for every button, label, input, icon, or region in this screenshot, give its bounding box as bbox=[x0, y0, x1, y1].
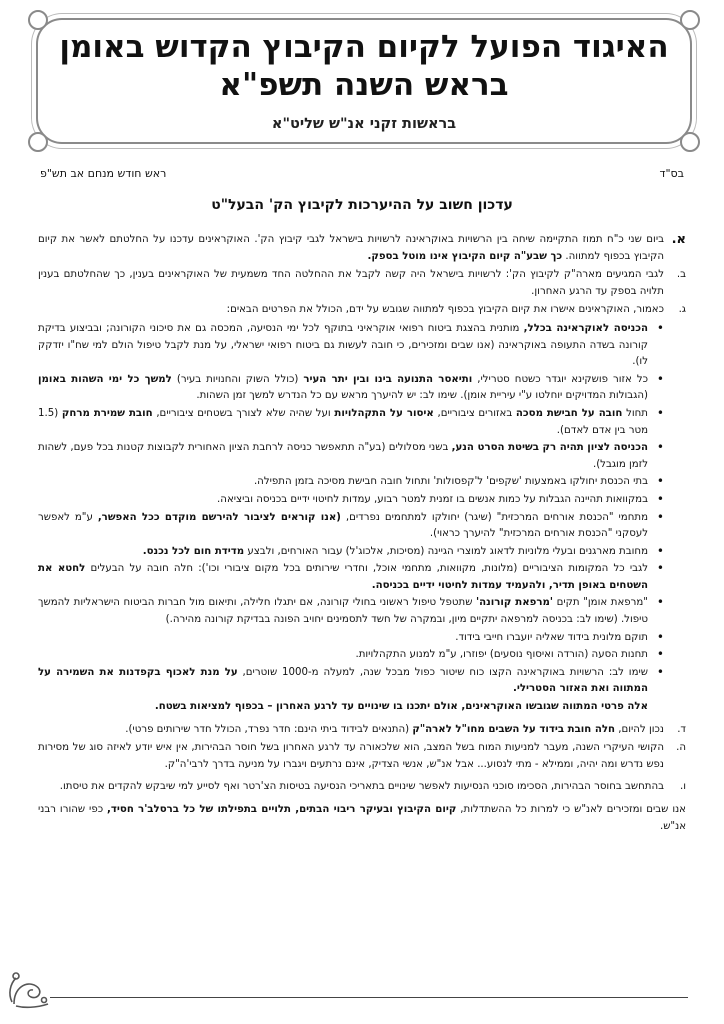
bullet-bold: ותיאסר התנועה בינו ובין יתר העיר bbox=[303, 373, 473, 385]
bullet-list bbox=[38, 321, 686, 698]
bullet-text: באזורים ציבוריים, bbox=[433, 407, 516, 419]
closing-paragraph bbox=[38, 802, 686, 835]
bullet-text: תוקם מלונית בידוד שאליה יועברו חייבי בידוד. bbox=[455, 631, 648, 643]
bullet-text: ועל שהיה שלא לצורך בשטחים ציבוריים, bbox=[152, 407, 335, 419]
closing-bold: קיום הקיבוץ ובעיקר ריבוי הבתים, תלויים בתפילתו של כל ברסלב'ר חסיד, bbox=[107, 804, 457, 815]
footer-rule bbox=[50, 997, 688, 998]
paragraph-text: נכון להיום, bbox=[615, 723, 664, 735]
list-item bbox=[38, 406, 664, 439]
list-item bbox=[38, 474, 664, 491]
paragraph-text: ביום שני כ"ח תמוז התקיימה שיחה בין הרשויות באוקראינה לרשויות בישראל לגבי קיבוץ הק'. האוקראינים עדכנו על החלטתם לאשר את קיום הקיבוץ בכפוף למתווה. bbox=[38, 234, 664, 262]
bullet-bold: הכניסה לציון תהיה רק בשיטת הסרט הנע, bbox=[451, 442, 648, 454]
bullet-bold: הכניסה לאוקראינה בכלל, bbox=[523, 322, 648, 334]
outline-note: אלה פרטי המתווה שגובשו האוקראינים, אולם יתכנו בו שינויים עד לרגע האחרון – בכפוף למציאות בשטח. bbox=[154, 701, 648, 713]
paragraph-b bbox=[38, 267, 686, 300]
paragraph-text: לגבי המגיעים מארה"ק לקיבוץ הק': לרשויות בישראל היה קשה לקבל את ההחלטה החד משמעית של האוקראינים בענין, כך שהחלטתם בענין תלויה בספק עד הרגע האחרון. bbox=[38, 269, 664, 297]
bsd-label: בס"ד bbox=[659, 167, 684, 180]
document-body bbox=[38, 232, 686, 835]
document-title: עדכון חשוב על ההיערכות לקיבוץ הק' הבעל"ט bbox=[211, 197, 513, 213]
bullet-text: במקוואות תהיינה הגבלות על כמות אנשים בו זמנית למטר רבוע, עמדות לחיטוי ידיים בכניסה וביציאה. bbox=[217, 493, 648, 505]
paragraph-letter: א. bbox=[671, 232, 686, 247]
frame-corner bbox=[28, 132, 48, 152]
paragraph-text: הקושי העיקרי השנה, מעבר למניעות המוח בשל המצב, הוא שלכאורה עד לרגע האחרון בשל חוסר הבהירות, אין איש יודע לאיזה סוג של מסירות נפש נדרש ומה יהיה, וממילא - מתי לנסוע... אבל אנ"ש, אנשי הצדיק, אינם נרתעים ויגברו על מניעה בדרך לרבי'ה"ק. bbox=[38, 742, 664, 770]
frame-corner bbox=[680, 10, 700, 30]
bullet-text: (1.5 מטר בין אדם לאדם). bbox=[38, 407, 648, 436]
header-frame bbox=[36, 18, 692, 144]
bullet-text: שימו לב: הרשויות באוקראינה הקצו כוח שיטור כפול מבכל שנה, למעלה מ-1000 שוטרים, bbox=[237, 666, 648, 678]
paragraph-letter: ו. bbox=[679, 781, 686, 793]
list-item bbox=[38, 630, 664, 647]
paragraph-letter: ד. bbox=[677, 723, 686, 735]
list-item bbox=[38, 647, 664, 664]
closing-text: כפי שהורו רבני אנ"ש. bbox=[38, 804, 686, 832]
list-item bbox=[38, 561, 664, 594]
bullet-text: ע"מ לאפשר לעסקני "הכנסת אורחים המרכזית" להיערך כראוי). bbox=[38, 511, 648, 540]
frame-corner bbox=[680, 132, 700, 152]
bullet-bold: מדידת חום לכל נכנס. bbox=[142, 545, 245, 557]
paragraph-bold: כך שבע"ה קיום הקיבוץ אינו מוטל בספק. bbox=[367, 250, 563, 262]
list-item bbox=[38, 510, 664, 543]
bullet-bold: למשך כל ימי השהות באומן bbox=[38, 373, 172, 385]
bullet-text: "מרפאת אומן" תקים bbox=[553, 597, 648, 609]
frame-corner bbox=[28, 10, 48, 30]
bullet-text: מתחמי "הכנסת אורחים המרכזית" (שיגר) יחולקו למתחמים נפרדים, bbox=[340, 511, 648, 523]
bullet-text: (כולל השוק והחנויות בעיר) bbox=[171, 373, 304, 385]
bullet-text: תחנות הסעה (הורדה ואיסוף נוסעים) יפוזרו, ע"מ למנוע התקהלויות. bbox=[355, 649, 648, 661]
bullet-bold: על מנת לאכוף בקפדנות את השמירה על המתווה ואת האזור הסטרילי. bbox=[38, 666, 648, 695]
list-item bbox=[38, 544, 664, 561]
bullet-bold: לחטא את השטחים באופן תדיר, ולהעמיד עמדות לחיטוי ידיים בכניסה. bbox=[38, 563, 648, 591]
list-item bbox=[38, 321, 664, 371]
bullet-text: (הגבולות המדויקים יוחלטו ע"י עיריית אומן). שימו לב: יש להיערך מראש עם כל הנדרש למשך זמן השהות. bbox=[196, 390, 648, 402]
paragraph-bold: חלה חובת בידוד על השבים מחו"ל לארה"ק bbox=[412, 723, 615, 735]
paragraph-v bbox=[38, 779, 686, 796]
header-subtitle: בראשות זקני אנ"ש שליט"א bbox=[271, 116, 457, 132]
bullet-bold: (אנו קוראים לציבור להירשם מוקדם ככל האפשר, bbox=[97, 511, 341, 523]
bullet-text: מחובת מארגנים ובעלי מלוניות לדאוג למוצרי הגיינה (מסיכות, אלכוג'ל) עבור האורחים, ולבצע bbox=[244, 545, 648, 557]
bullet-text: תחול bbox=[622, 407, 648, 419]
bullet-bold: חובת שמירת מרחק bbox=[61, 407, 153, 419]
header-title-line2: בראש השנה תשפ"א bbox=[219, 67, 509, 103]
paragraph-h bbox=[38, 740, 686, 773]
list-item bbox=[38, 372, 664, 405]
bullet-text: מותנית בהצגת ביטוח רפואי אוקראיני בתוקף לכל ימי הנסיעה, המכסה גם את סיכוני הקורונה; ובביצוע בדיקת קורונה בשדה התעופה באוקראינה (אנו שבים ומזכירים, כי חובה לעשות גם ביטוח רפואי ישראלי, על מנת לקבל טיפול הולם למי שח"ו יזדקק לו). bbox=[38, 322, 648, 368]
paragraph-g bbox=[38, 302, 686, 319]
bullet-text: בתי הכנסת יחולקו באמצעות 'שקפים' ל'קפסולות' ותחול חובה חבישת מסיכה בזמן התפילה. bbox=[253, 476, 648, 488]
paragraph-text: כאמור, האוקראינים אישרו את קיום הקיבוץ בכפוף למתווה שגובש על ידם, הכולל את הפרטים הבאים: bbox=[226, 304, 664, 316]
list-item bbox=[38, 492, 664, 509]
paragraph-letter: ב. bbox=[676, 269, 686, 281]
bullet-bold: חובה על חבישת מסכה bbox=[515, 407, 623, 419]
bullet-bold: איסור על התקהלויות bbox=[334, 407, 434, 419]
paragraph-a bbox=[38, 232, 686, 265]
paragraph-text: בהתחשב בחוסר הבהירות, הסכימו סוכני הנסיעות לאפשר שינויים בתאריכי הנסיעה בטיסות הצ'רטר ואף לסייע למי שיבקש להקדים את טיסתו. bbox=[59, 781, 664, 793]
bullet-text: לגבי כל המקומות הציבוריים (מלונות, מקוואות, מתחמי אוכל, וחדרי שירותים בכל מקום ציבורי וכו'): חלה חובה על הבעלים bbox=[85, 563, 648, 575]
paragraph-d bbox=[38, 722, 686, 739]
bullet-text: שתטפל טיפול ראשוני בחולי קורונה, אם יתגלו חלילה, ותיאום מול חברות הביטוח הישראליות להמשך טיפול. (שימו לב: בכניסה למרפאה יתקיים מיון, ובמקרה של חשד לתסמינים יחויב הפונה בבדיקת קורונה מהירה.) bbox=[38, 597, 648, 626]
date-label: ראש חודש מנחם אב תש"פ bbox=[40, 167, 167, 180]
list-item bbox=[38, 665, 664, 698]
paragraph-text: (התנאים לבידוד ביתי הינם: חדר נפרד, הכולל חדר שירותים פרטי). bbox=[125, 723, 413, 735]
header-title bbox=[38, 28, 690, 104]
bullet-bold: 'מרפאת קורונה' bbox=[476, 597, 554, 609]
bullet-text: בשני מסלולים (בע"ה תתאפשר כניסה לרחבת הציון האחורית לקבוצות קטנות בכל פעם, לשהות לזמן מוגבל). bbox=[38, 442, 648, 470]
paragraph-letter: ג. bbox=[678, 304, 686, 316]
header-title-line1: האיגוד הפועל לקיום הקיבוץ הקדוש באומן bbox=[59, 29, 669, 65]
paragraph-letter: ה. bbox=[676, 742, 686, 754]
closing-text: אנו שבים ומזכירים לאנ"ש כי למרות כל ההשתדלות, bbox=[456, 804, 686, 815]
meta-row bbox=[40, 167, 684, 183]
bullet-text: כל אזור פושקינא יוגדר כשטח סטרילי, bbox=[472, 373, 649, 385]
list-item bbox=[38, 595, 664, 628]
list-item bbox=[38, 440, 664, 473]
corner-ornament-icon bbox=[6, 964, 52, 1010]
